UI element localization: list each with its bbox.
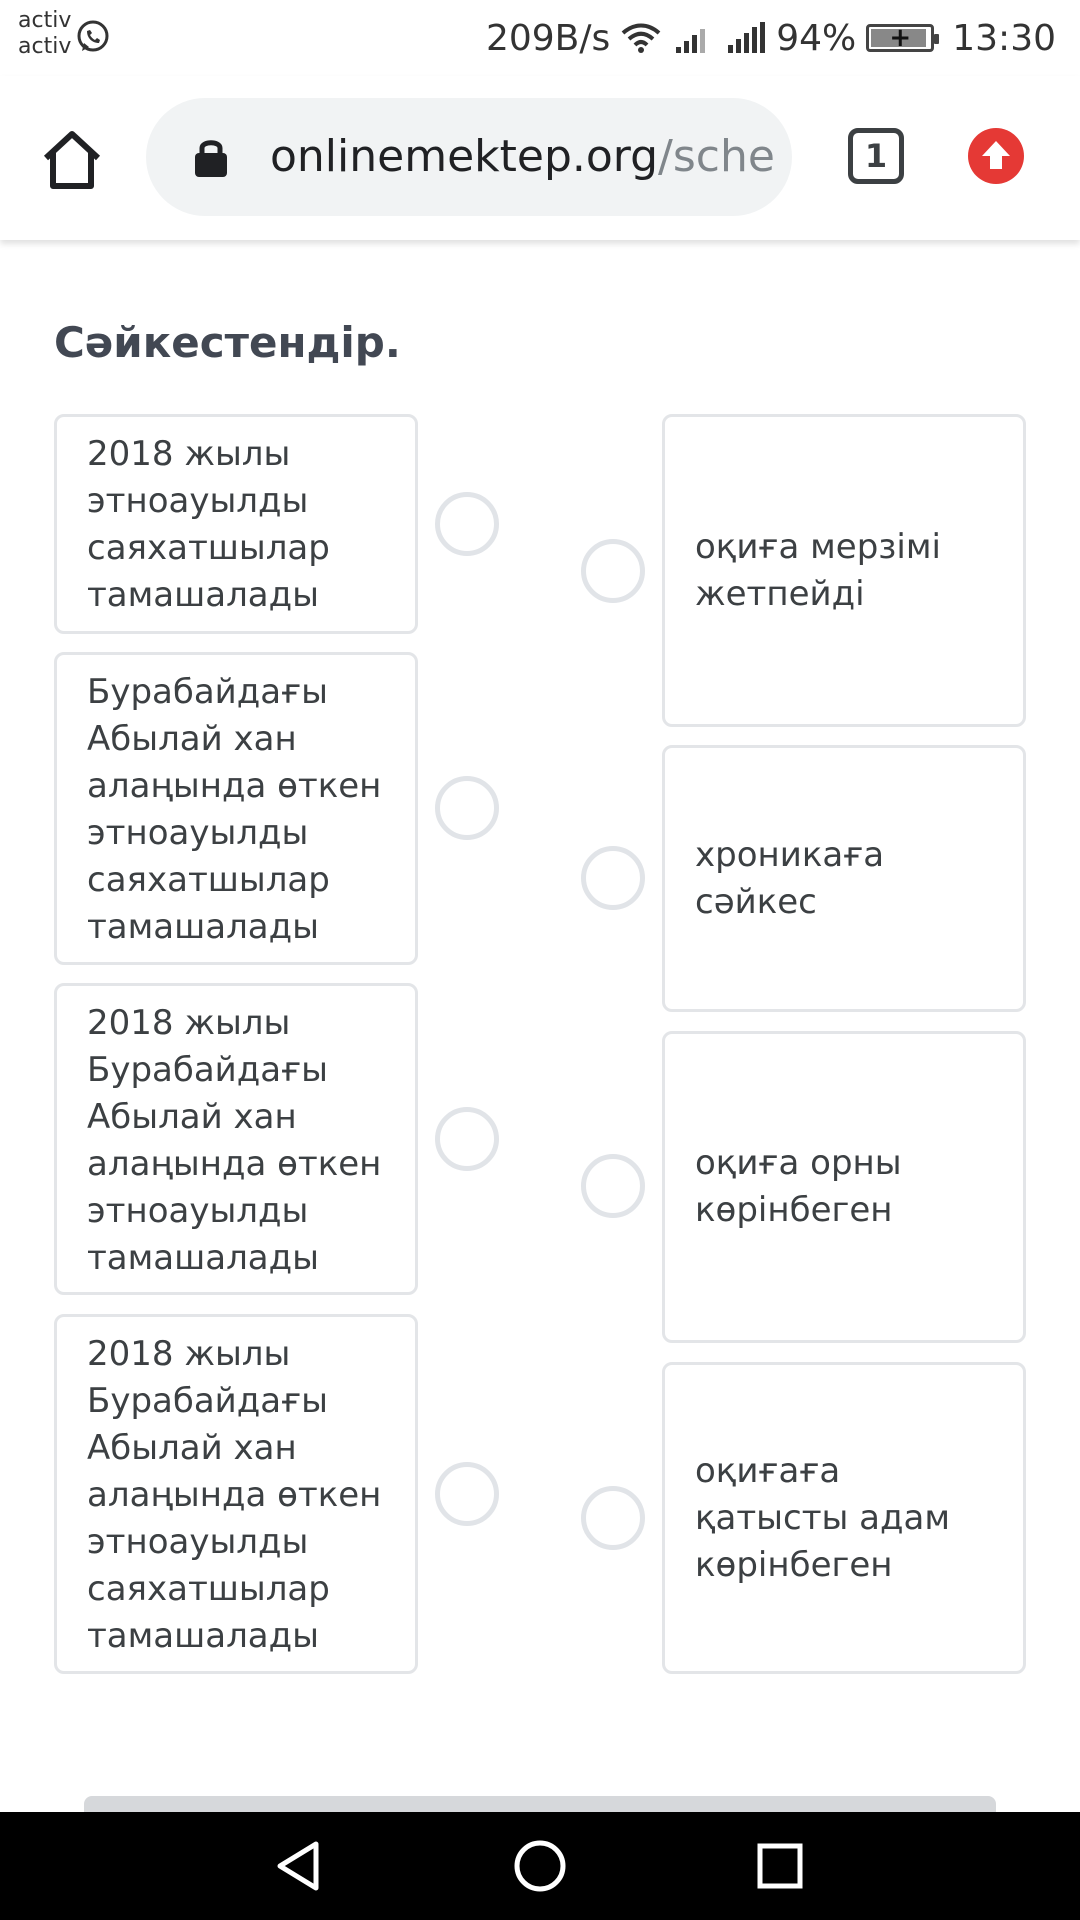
clock: 13:30 [952,17,1056,59]
left-match-radio[interactable] [435,1462,499,1526]
right-match-radio[interactable] [581,846,645,910]
signal-icon [726,21,766,55]
right-item-card[interactable] [662,1362,1026,1674]
url-text[interactable] [270,128,775,186]
url-host: onlinemektep.org [270,131,659,182]
status-bar [0,0,1080,76]
right-match-radio[interactable] [581,1486,645,1550]
url-path: /sche [658,131,775,182]
battery-icon [866,24,934,52]
left-item-card[interactable] [54,983,418,1295]
right-item-text: оқиға мерзімі жетпейді [695,526,941,614]
whatsapp-icon [74,18,112,56]
left-item-text: Бурабайдағы Абылай хан алаңында өткен этноауылды саяхатшылар тамашалады [87,672,382,947]
right-item-card[interactable] [662,414,1026,727]
tab-switcher-button[interactable]: 1 [848,128,904,184]
wifi-icon [620,21,662,55]
right-match-radio[interactable] [581,539,645,603]
system-nav-bar [0,1812,1080,1920]
left-item-text: 2018 жылы Бурабайдағы Абылай хан алаңында өткен этноауылды саяхатшылар тамашалады [87,1334,382,1656]
home-icon[interactable] [38,126,106,194]
back-icon[interactable] [270,1836,330,1896]
left-match-radio[interactable] [435,1107,499,1171]
charging-icon: + [889,23,912,53]
right-item-text: оқиға орны көрінбеген [695,1143,902,1230]
carrier-labels [18,8,71,60]
net-speed: 209B/s [485,17,611,59]
left-match-radio[interactable] [435,492,499,556]
left-item-card[interactable] [54,1314,418,1674]
left-item-card[interactable] [54,652,418,965]
right-item-card[interactable] [662,1031,1026,1343]
left-item-text: 2018 жылы Бурабайдағы Абылай хан алаңында өткен этноауылды тамашалады [87,1003,382,1278]
address-bar[interactable] [146,98,792,216]
recents-icon[interactable] [750,1836,810,1896]
left-match-radio[interactable] [435,776,499,840]
right-item-text: хроникаға сәйкес [695,834,885,922]
left-item-text: 2018 жылы этноауылды саяхатшылар тамашалады [87,434,330,615]
right-item-text: оқиғаға қатысты адам көрінбеген [695,1450,950,1585]
question-title: Сәйкестендір. [54,318,401,367]
browser-toolbar [0,76,1080,240]
status-right [486,14,1056,62]
right-item-card[interactable] [662,745,1026,1012]
right-match-radio[interactable] [581,1154,645,1218]
battery-percent: 94% [776,17,857,59]
signal-icon [672,21,716,55]
arrow-up-icon [968,128,1024,184]
left-item-card[interactable] [54,414,418,634]
carrier-label: activ [18,8,72,33]
update-button[interactable] [968,128,1024,184]
carrier-label: activ [18,34,72,59]
lock-icon [194,136,228,178]
home-circle-icon[interactable] [510,1836,570,1896]
